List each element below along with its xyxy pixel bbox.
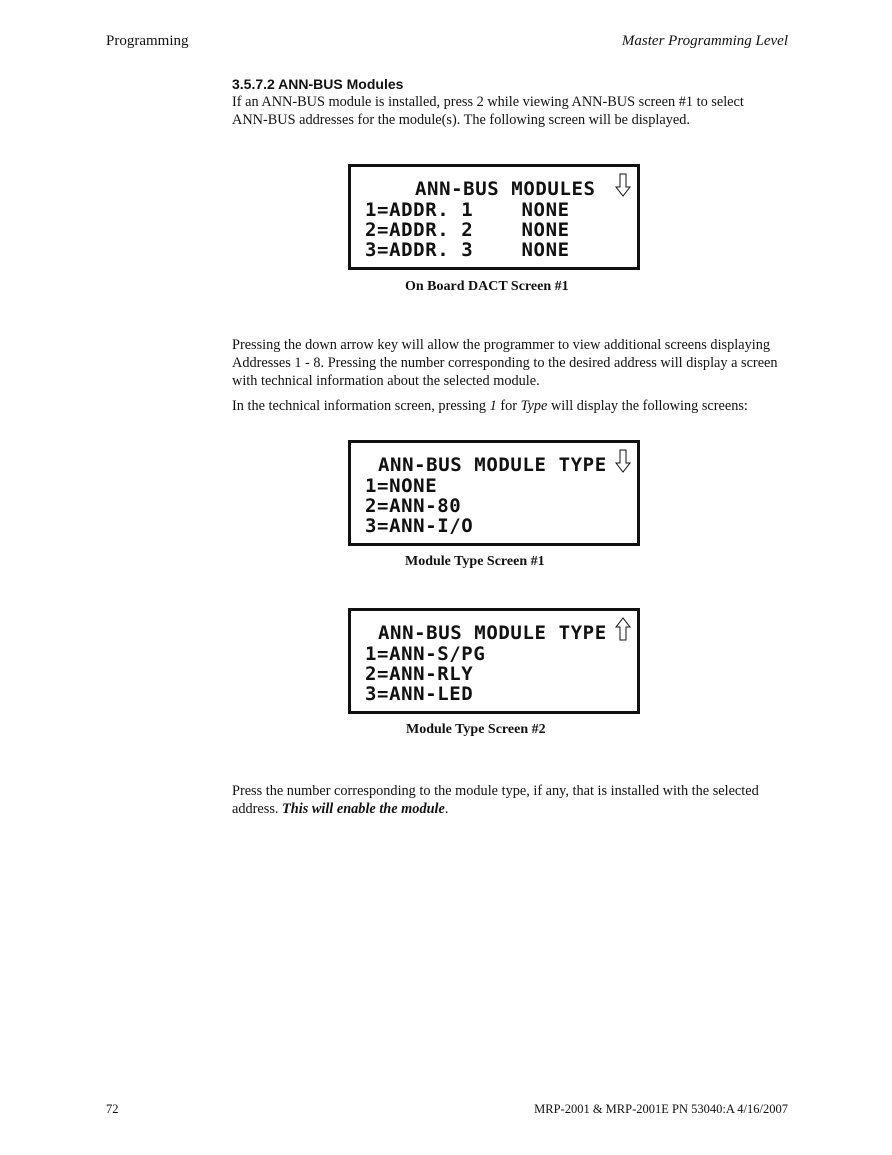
- enable-emphasis: This will enable the module: [282, 801, 445, 817]
- header-chapter-label: Master Programming Level: [621, 33, 788, 49]
- lcd-line-title: ANN-BUS MODULES: [415, 178, 596, 200]
- navigation-paragraph: [232, 336, 792, 390]
- intro-paragraph: [232, 93, 792, 129]
- type-text-mid: for: [496, 398, 521, 414]
- enable-line-2: [232, 800, 792, 818]
- lcd-screen-module-type-1: [348, 440, 640, 546]
- lcd-line-2: 2=ANN-RLY: [365, 663, 474, 685]
- type-text-after: will display the following screens:: [547, 398, 748, 414]
- section-title: 3.5.7.2 ANN-BUS Modules: [232, 76, 404, 92]
- lcd-line-1: 1=ANN-S/PG: [365, 643, 486, 665]
- document-reference: MRP-2001 & MRP-2001E PN 53040:A 4/16/2007: [534, 1102, 788, 1116]
- enable-paragraph: [232, 782, 792, 818]
- enable-text-before: address.: [232, 801, 283, 817]
- screen2-caption: Module Type Screen #1: [405, 554, 545, 569]
- nav-line-1: Pressing the down arrow key will allow the programmer to view additional screens displaying: [232, 337, 770, 353]
- header-section-label: Programming: [106, 33, 189, 49]
- up-arrow-icon: [615, 617, 631, 641]
- type-paragraph: [232, 397, 792, 415]
- page-number: 72: [106, 1102, 119, 1116]
- lcd-line-2: 2=ANN-80: [365, 495, 462, 517]
- nav-line-3: with technical information about the selected module.: [232, 373, 540, 389]
- down-arrow-icon: [615, 173, 631, 197]
- lcd-line-3: 3=ANN-I/O: [365, 515, 474, 537]
- type-text-before: In the technical information screen, pressing: [232, 398, 490, 414]
- type-term: Type: [520, 398, 548, 414]
- lcd-line-1: 1=NONE: [365, 475, 438, 497]
- lcd-line-title: ANN-BUS MODULE TYPE: [378, 454, 607, 476]
- lcd-screen-module-type-2: [348, 608, 640, 714]
- screen3-caption: Module Type Screen #2: [406, 722, 546, 737]
- lcd-line-1: 1=ADDR. 1 NONE: [365, 199, 570, 221]
- lcd-line-title: ANN-BUS MODULE TYPE: [378, 622, 607, 644]
- nav-line-2: Addresses 1 - 8. Pressing the number corresponding to the desired address will display a screen: [232, 355, 778, 371]
- enable-line-1: Press the number corresponding to the module type, if any, that is installed with the selected: [232, 783, 759, 799]
- lcd-line-2: 2=ADDR. 2 NONE: [365, 219, 570, 241]
- type-key: 1: [489, 398, 497, 414]
- intro-line-1: If an ANN-BUS module is installed, press 2 while viewing ANN-BUS screen #1 to select: [232, 94, 744, 110]
- enable-text-after: .: [444, 801, 449, 817]
- intro-line-2: ANN-BUS addresses for the module(s). The following screen will be displayed.: [232, 112, 690, 128]
- lcd-line-3: 3=ADDR. 3 NONE: [365, 239, 570, 261]
- lcd-line-3: 3=ANN-LED: [365, 683, 474, 705]
- lcd-screen-ann-bus-modules: [348, 164, 640, 270]
- down-arrow-icon: [615, 449, 631, 473]
- screen1-caption: On Board DACT Screen #1: [405, 279, 569, 294]
